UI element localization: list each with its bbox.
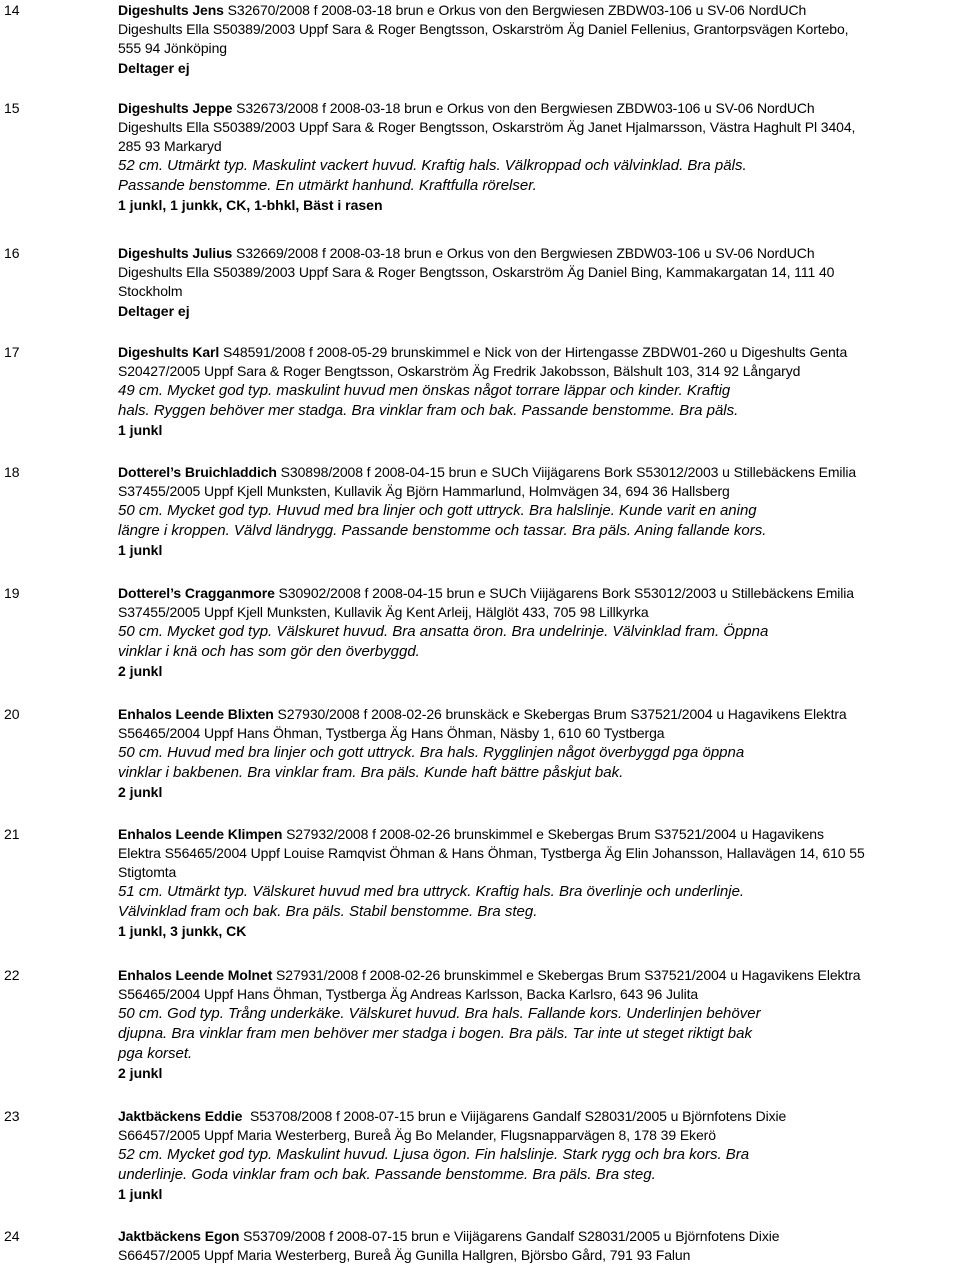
registration-text: S30902/2008 f 2008-04-15 brun e SUCh Viijägarens Bork S53012/2003 u Stillebäckens Emilia [274, 585, 854, 601]
entry-number: 15 [4, 100, 20, 116]
critique-line: 50 cm. Mycket god typ. Huvud med bra linjer och gott uttryck. Bra halslinje. Kunde varit en aning [118, 502, 757, 519]
critique-line: 51 cm. Utmärkt typ. Välskuret huvud med bra uttryck. Kraftig hals. Bra överlinje och underlinje. [118, 883, 745, 900]
critique-line: vinklar i bakbenen. Bra vinklar fram. Bra päls. Kunde haft bättre påskjut bak. [118, 764, 624, 781]
entry-line [118, 1227, 956, 1246]
entry-line: 285 93 Markaryd [118, 138, 222, 154]
entry-body [118, 825, 956, 941]
entry-line: S66457/2005 Uppf Maria Westerberg, Bureå Äg Gunilla Hallgren, Björsbo Gård, 791 93 Falun [118, 1247, 691, 1263]
dog-name: Enhalos Leende Blixten [118, 706, 274, 722]
entry-body [118, 1227, 956, 1265]
dog-name: Enhalos Leende Klimpen [118, 826, 283, 842]
registration-text: S48591/2008 f 2008-05-29 brunskimmel e Nick von der Hirtengasse ZBDW01-260 u Digeshults Genta [219, 344, 848, 360]
entry-result: 1 junkl, 1 junkk, CK, 1-bhkl, Bäst i rasen [118, 197, 383, 213]
registration-text: S27930/2008 f 2008-02-26 brunskäck e Skebergas Brum S37521/2004 u Hagavikens Elektra [273, 706, 847, 722]
critique-line: Välvinklad fram och bak. Bra päls. Stabil benstomme. Bra steg. [118, 903, 538, 920]
entry-line: 555 94 Jönköping [118, 40, 227, 56]
entry-line [118, 343, 956, 362]
entry-body [118, 99, 956, 215]
critique-line: hals. Ryggen behöver mer stadga. Bra vinklar fram och bak. Passande benstomme. Bra päls. [118, 402, 739, 419]
entry-body [118, 1107, 956, 1204]
entry-line: S37455/2005 Uppf Kjell Munksten, Kullavik Äg Kent Arleij, Hälglöt 433, 705 98 Lillkyrka [118, 604, 649, 620]
entry-line [118, 584, 956, 603]
dog-name: Digeshults Karl [118, 344, 220, 360]
entry-number: 20 [4, 706, 20, 722]
entry-line [118, 966, 956, 985]
entry-line: Digeshults Ella S50389/2003 Uppf Sara & Roger Bengtsson, Oskarström Äg Janet Hjalmarsson, Västra Haghult Pl 3404, [118, 119, 856, 135]
dog-name: Dotterel’s Bruichladdich [118, 464, 277, 480]
entry-line [118, 705, 956, 724]
dog-name: Digeshults Jeppe [118, 100, 233, 116]
entry-number: 17 [4, 344, 20, 360]
entry-line: Digeshults Ella S50389/2003 Uppf Sara & Roger Bengtsson, Oskarström Äg Daniel Fellenius, Grantorpsvägen Kortebo, [118, 21, 849, 37]
entry-body [118, 705, 956, 802]
entry-line [118, 825, 956, 844]
entry-number: 19 [4, 585, 20, 601]
entry-line: Stockholm [118, 283, 183, 299]
registration-text: S32669/2008 f 2008-03-18 brun e Orkus von den Bergwiesen ZBDW03-106 u SV-06 NordUCh [232, 245, 815, 261]
entry-line: S66457/2005 Uppf Maria Westerberg, Bureå Äg Bo Melander, Flugsnapparvägen 8, 178 39 Ekerö [118, 1127, 716, 1143]
entry-body [118, 584, 956, 681]
entry-number: 22 [4, 967, 20, 983]
critique-line: längre i kroppen. Välvd ländrygg. Passande benstomme och tassar. Bra päls. Aning fallande kors. [118, 522, 767, 539]
critique-line: djupna. Bra vinklar fram men behöver mer stadga i bogen. Bra päls. Tar inte ut steget riktigt bak [118, 1025, 752, 1042]
dog-name: Dotterel’s Cragganmore [118, 585, 275, 601]
entry-result: 1 junkl [118, 542, 163, 558]
critique-line: Passande benstomme. En utmärkt hanhund. Kraftfulla rörelser. [118, 177, 537, 194]
entry-result: 1 junkl [118, 422, 163, 438]
entry-line [118, 1107, 956, 1126]
entry-line: S56465/2004 Uppf Hans Öhman, Tystberga Äg Hans Öhman, Näsby 1, 610 60 Tystberga [118, 725, 665, 741]
entry-body [118, 1, 956, 78]
registration-text: S53708/2008 f 2008-07-15 brun e Viijägarens Gandalf S28031/2005 u Björnfotens Dixie [242, 1108, 787, 1124]
dog-name: Enhalos Leende Molnet [118, 967, 273, 983]
entry-result: Deltager ej [118, 60, 190, 76]
registration-text: S30898/2008 f 2008-04-15 brun e SUCh Viijägarens Bork S53012/2003 u Stillebäckens Emilia [276, 464, 857, 480]
entry-line: S20427/2005 Uppf Sara & Roger Bengtsson, Oskarström Äg Fredrik Jakobsson, Bälshult 103, 314 92 Långaryd [118, 363, 801, 379]
entry-number: 23 [4, 1108, 20, 1124]
entry-result: 1 junkl, 3 junkk, CK [118, 923, 247, 939]
entry-body [118, 244, 956, 321]
registration-text: S32670/2008 f 2008-03-18 brun e Orkus von den Bergwiesen ZBDW03-106 u SV-06 NordUCh [223, 2, 807, 18]
entry-line: S37455/2005 Uppf Kjell Munksten, Kullavik Äg Björn Hammarlund, Holmvägen 34, 694 36 Hallsberg [118, 483, 730, 499]
entry-line: Elektra S56465/2004 Uppf Louise Ramqvist Öhman & Hans Öhman, Tystberga Äg Elin Johansson, Hallavägen 14, 610 55 [118, 845, 865, 861]
entry-result: Deltager ej [118, 303, 190, 319]
entry-number: 14 [4, 2, 20, 18]
critique-line: underlinje. Goda vinklar fram och bak. Passande benstomme. Bra päls. Bra steg. [118, 1166, 656, 1183]
entry-result: 2 junkl [118, 663, 163, 679]
entry-number: 24 [4, 1228, 20, 1244]
entry-result: 2 junkl [118, 1065, 163, 1081]
registration-text: S27932/2008 f 2008-02-26 brunskimmel e Skebergas Brum S37521/2004 u Hagavikens [282, 826, 824, 842]
entry-line [118, 463, 956, 482]
registration-text: S53709/2008 f 2008-07-15 brun e Viijägarens Gandalf S28031/2005 u Björnfotens Dixie [239, 1228, 780, 1244]
entry-line [118, 99, 956, 118]
entry-result: 1 junkl [118, 1186, 163, 1202]
dog-name: Jaktbäckens Eddie [118, 1108, 243, 1124]
critique-line: 50 cm. Huvud med bra linjer och gott uttryck. Bra hals. Rygglinjen något överbyggd pga öppna [118, 744, 745, 761]
entry-line: S56465/2004 Uppf Hans Öhman, Tystberga Äg Andreas Karlsson, Backa Karlsro, 643 96 Julita [118, 986, 699, 1002]
dog-name: Jaktbäckens Egon [118, 1228, 240, 1244]
entry-line: Stigtomta [118, 864, 177, 880]
entry-result: 2 junkl [118, 784, 163, 800]
critique-line: 50 cm. God typ. Trång underkäke. Välskuret huvud. Bra hals. Fallande kors. Underlinjen behöver [118, 1005, 761, 1022]
critique-line: 52 cm. Utmärkt typ. Maskulint vackert huvud. Kraftig hals. Välkroppad och välvinklad. Bra päls. [118, 157, 747, 174]
entry-number: 16 [4, 245, 20, 261]
critique-line: vinklar i knä och has som gör den överbyggd. [118, 643, 420, 660]
entry-line: Digeshults Ella S50389/2003 Uppf Sara & Roger Bengtsson, Oskarström Äg Daniel Bing, Kammakargatan 14, 111 40 [118, 264, 835, 280]
entry-number: 21 [4, 826, 20, 842]
dog-name: Digeshults Julius [118, 245, 233, 261]
entry-body [118, 343, 956, 440]
entry-line [118, 1, 956, 20]
entry-body [118, 966, 956, 1083]
entry-line [118, 244, 956, 263]
entry-number: 18 [4, 464, 20, 480]
critique-line: 52 cm. Mycket god typ. Maskulint huvud. Ljusa ögon. Fin halslinje. Stark rygg och bra kors. Bra [118, 1146, 750, 1163]
dog-name: Digeshults Jens [118, 2, 224, 18]
critique-line: pga korset. [118, 1045, 193, 1062]
entry-body [118, 463, 956, 560]
registration-text: S27931/2008 f 2008-02-26 brunskimmel e Skebergas Brum S37521/2004 u Hagavikens Elektra [272, 967, 861, 983]
critique-line: 49 cm. Mycket god typ. maskulint huvud men önskas något torrare läppar och kinder. Kraftig [118, 382, 731, 399]
registration-text: S32673/2008 f 2008-03-18 brun e Orkus von den Bergwiesen ZBDW03-106 u SV-06 NordUCh [232, 100, 815, 116]
critique-line: 50 cm. Mycket god typ. Välskuret huvud. Bra ansatta öron. Bra undelrinje. Välvinklad fram. Öppna [118, 623, 769, 640]
